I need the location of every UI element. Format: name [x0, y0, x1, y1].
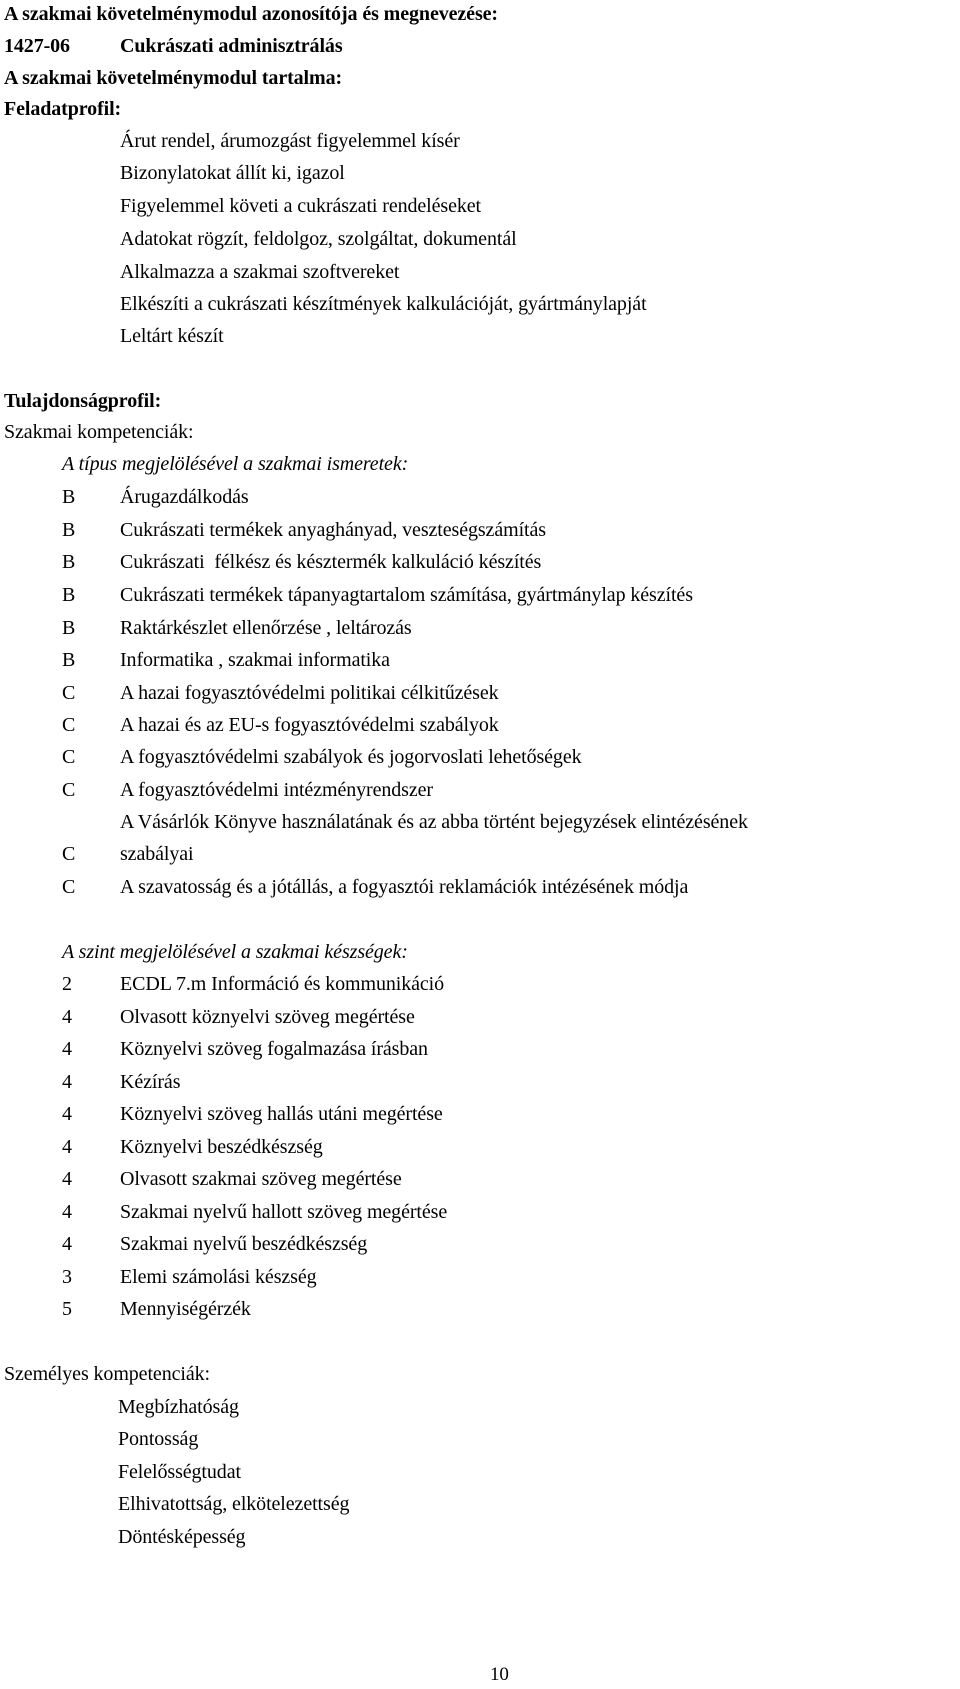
professional-competencies-label: Szakmai kompetenciák: [4, 421, 194, 443]
task-item: Bizonylatokat állít ki, igazol [120, 162, 345, 184]
knowledge-code: C [62, 682, 76, 704]
skill-level: 3 [62, 1266, 72, 1288]
skill-text: Olvasott köznyelvi szöveg megértése [120, 1006, 415, 1028]
knowledge-code: C [62, 876, 76, 898]
personal-item: Döntésképesség [118, 1526, 246, 1548]
knowledge-text: A hazai fogyasztóvédelmi politikai célkitűzések [120, 682, 499, 704]
skill-level: 4 [62, 1038, 72, 1060]
skill-text: Köznyelvi szöveg fogalmazása írásban [120, 1038, 428, 1060]
knowledge-text: Cukrászati félkész és késztermék kalkuláció készítés [120, 551, 542, 573]
task-item: Alkalmazza a szakmai szoftvereket [120, 261, 400, 283]
knowledge-text: A Vásárlók Könyve használatának és az abba történt bejegyzések elintézésének [120, 811, 748, 833]
skill-level: 4 [62, 1168, 72, 1190]
knowledge-text: A hazai és az EU-s fogyasztóvédelmi szabályok [120, 714, 499, 736]
page-number: 10 [490, 1664, 509, 1685]
knowledge-text-continued: szabályai [120, 843, 194, 865]
skill-level: 4 [62, 1071, 72, 1093]
skill-level: 4 [62, 1136, 72, 1158]
knowledge-text: A szavatosság és a jótállás, a fogyasztói reklamációk intézésének módja [120, 876, 689, 898]
knowledge-text: Informatika , szakmai informatika [120, 649, 390, 671]
skill-level: 5 [62, 1298, 72, 1320]
knowledge-code: B [62, 486, 76, 508]
skill-level: 2 [62, 973, 72, 995]
skill-text: Szakmai nyelvű beszédkészség [120, 1233, 368, 1255]
skill-text: ECDL 7.m Információ és kommunikáció [120, 973, 445, 995]
skill-level: 4 [62, 1103, 72, 1125]
knowledge-code: C [62, 714, 76, 736]
skill-text: Olvasott szakmai szöveg megértése [120, 1168, 402, 1190]
skill-text: Szakmai nyelvű hallott szöveg megértése [120, 1201, 448, 1223]
skill-level: 4 [62, 1201, 72, 1223]
personal-competencies-label: Személyes kompetenciák: [4, 1363, 210, 1385]
skill-text: Mennyiségérzék [120, 1298, 251, 1320]
knowledge-code: C [62, 779, 76, 801]
knowledge-text: A fogyasztóvédelmi szabályok és jogorvoslati lehetőségek [120, 746, 582, 768]
personal-item: Elhivatottság, elkötelezettség [118, 1493, 350, 1515]
module-title-label: A szakmai követelménymodul azonosítója és megnevezése: [4, 3, 498, 25]
knowledge-code: B [62, 617, 76, 639]
skill-level: 4 [62, 1006, 72, 1028]
module-name: Cukrászati adminisztrálás [120, 35, 343, 57]
skill-text: Elemi számolási készség [120, 1266, 317, 1288]
personal-item: Pontosság [118, 1428, 199, 1450]
knowledge-text: Raktárkészlet ellenőrzése , leltározás [120, 617, 412, 639]
knowledge-label: A típus megjelölésével a szakmai ismeretek: [62, 453, 409, 475]
skill-text: Köznyelvi beszédkészség [120, 1136, 323, 1158]
module-code: 1427-06 [4, 35, 70, 57]
task-item: Figyelemmel követi a cukrászati rendeléseket [120, 195, 482, 217]
knowledge-code: B [62, 551, 76, 573]
personal-item: Megbízhatóság [118, 1396, 239, 1418]
task-item: Leltárt készít [120, 325, 224, 347]
knowledge-code: B [62, 519, 76, 541]
skill-level: 4 [62, 1233, 72, 1255]
skills-label: A szint megjelölésével a szakmai készségek: [62, 941, 408, 963]
knowledge-code: B [62, 649, 76, 671]
task-item: Elkészíti a cukrászati készítmények kalkulációját, gyártmánylapját [120, 293, 647, 315]
task-item: Árut rendel, árumozgást figyelemmel kísér [120, 130, 460, 152]
module-content-label: A szakmai követelménymodul tartalma: [4, 67, 343, 89]
personal-item: Felelősségtudat [118, 1461, 241, 1483]
knowledge-text: Cukrászati termékek tápanyagtartalom számítása, gyártmánylap készítés [120, 584, 693, 606]
knowledge-text: Árugazdálkodás [120, 486, 249, 508]
skill-text: Kézírás [120, 1071, 181, 1093]
knowledge-code: C [62, 746, 76, 768]
knowledge-code: C [62, 843, 76, 865]
knowledge-code: B [62, 584, 76, 606]
knowledge-text: A fogyasztóvédelmi intézményrendszer [120, 779, 433, 801]
property-profile-heading: Tulajdonságprofil: [4, 390, 162, 412]
task-item: Adatokat rögzít, feldolgoz, szolgáltat, dokumentál [120, 228, 517, 250]
knowledge-text: Cukrászati termékek anyaghányad, veszteségszámítás [120, 519, 546, 541]
skill-text: Köznyelvi szöveg hallás utáni megértése [120, 1103, 443, 1125]
task-profile-heading: Feladatprofil: [4, 98, 122, 120]
